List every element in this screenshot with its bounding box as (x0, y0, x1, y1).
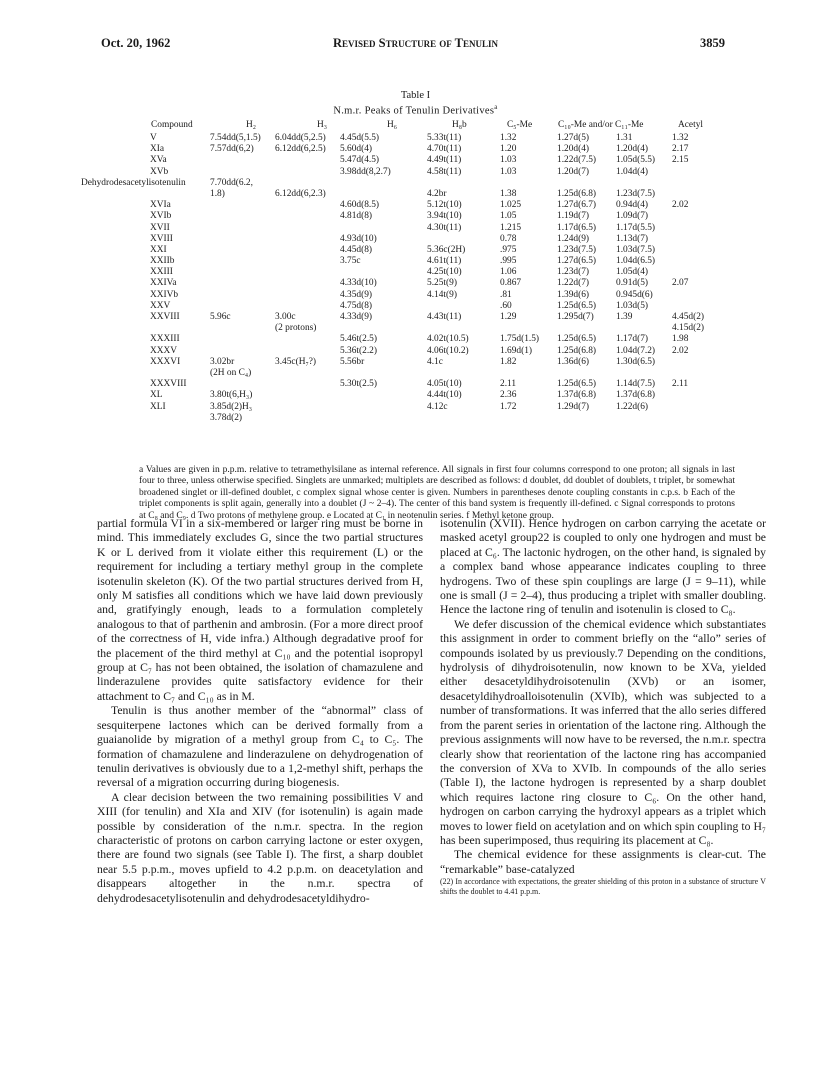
table-cell-h2 (210, 379, 261, 390)
table-cell-h8 (427, 178, 469, 189)
table-cell-acetyl (672, 290, 704, 301)
table-cell-c11me: 1.23d(7.5) (616, 188, 656, 199)
table-cell-h3 (275, 167, 326, 178)
table-cell-acetyl: 2.11 (672, 379, 689, 390)
table-cell-acetyl (672, 357, 704, 368)
table-cell-compound: XVa (150, 155, 167, 166)
table-cell-h3 (275, 256, 326, 267)
table-cell-c10me: 1.25d(6.5) (557, 300, 597, 311)
table-cell-acetyl: 2.02 (672, 200, 689, 211)
table-cell-c11me (616, 413, 655, 424)
table-cell-h3 (275, 267, 326, 278)
table-cell-c11me: 1.03d(5) (616, 300, 649, 311)
table-cell-compound: V (150, 133, 157, 143)
table-cell-h8: 5.36c(2H) (427, 244, 466, 255)
table-cell-compound: XVIa (150, 200, 171, 211)
table-cell-h2 (210, 211, 261, 222)
table-cell-c11me: 1.04d(6.5) (616, 256, 656, 267)
table-cell-c10me: 1.295d(7) (557, 312, 594, 322)
table-cell-h3: 6.04dd(5,2.5) (275, 133, 326, 143)
table-cell-h3 (275, 390, 326, 401)
table-cell-h8: 5.25t(9) (427, 278, 457, 289)
table-cell-c10me: 1.24d(9) (557, 233, 590, 244)
table-cell-c11me: 0.945d(6) (616, 289, 653, 300)
table-cell-h2: 3.02br (210, 356, 235, 367)
col-header-h2: H₂ (246, 120, 257, 130)
table-cell-acetyl: 2.02 (672, 345, 689, 356)
table-cell-compound: XVIII (150, 233, 173, 244)
table-cell-h6 (340, 223, 391, 234)
table-cell-h3 (275, 368, 326, 379)
table-cell-c5me: 1.06 (500, 267, 517, 278)
header-page-number: 3859 (700, 36, 725, 50)
table-cell-h8: 5.33t(11) (427, 133, 462, 143)
table-cell-c5me: 1.38 (500, 188, 517, 199)
table-cell-h6 (340, 413, 391, 424)
table-cell-h3: 3.45c(H₇?) (275, 356, 317, 367)
paragraph: isotenulin (XVII). Hence hydrogen on carbon carrying the acetate or masked acetyl group22 is coupled to only one hydrogen and must be placed at C₆. The lactonic hydrogen, on the other hand, is signaled by a complex band whose appearance indicates coupling to three hydrogens. Two of these spin couplings are large (J = 9–11), while one is small (J = 2–4), thus producing a triplet with smaller doubling. Hence the lactone ring of tenulin and isotenulin is closed to C₈. (440, 517, 766, 617)
table-cell-h2 (210, 167, 261, 178)
table-cell-c5me: .81 (500, 289, 512, 300)
table-cell-acetyl: 1.32 (672, 133, 689, 143)
table-cell-h6: 4.60d(8.5) (340, 200, 380, 211)
table-cell-acetyl (672, 245, 704, 256)
table-cell-compound: XVII (150, 222, 170, 233)
table-cell-h2 (210, 256, 261, 267)
paragraph: partial formula VI in a six-membered or larger ring must be borne in mind. This immediately excludes G, since the two partial structures K or L derived from it violate either this requirement (L) or the requirement for including a tertiary methyl group in the complete isotenulin skeleton (K). Of the two partial structures derived from H, only M satisfies all conditions which we have laid down previously and, gratifyingly enough, leads to a formulation completely analogous to that of parthenin and ambrosin. (For a more direct proof of the correctness of H, vide infra.) Although degradative proof for the placement of the third methyl at C₁₀ and the potential isopropyl group at C₇ has not been obtained, the isolation of chamazulene and linderazulene provides quite satisfactory evidence for their attachment to C₇ and C₁₀ as in M. (97, 517, 423, 703)
table-cell-h8: 4.2br (427, 188, 447, 199)
table-cell-compound: XXVIII (150, 312, 180, 322)
table-cell-c5me: 1.215 (500, 222, 522, 233)
table-cell-h3 (275, 413, 326, 424)
table-cell-h8: 4.05t(10) (427, 379, 462, 390)
table-cell-acetyl: 2.17 (672, 144, 689, 155)
table-cell-compound: XXIII (150, 267, 173, 278)
column-h2 (210, 133, 261, 424)
column-h8 (427, 133, 469, 424)
table-cell-h3: 6.12dd(6,2.3) (275, 188, 326, 199)
table-cell-compound: XVb (150, 166, 169, 177)
table-cell-h6: 4.93d(10) (340, 233, 377, 244)
table-cell-compound: XVIb (150, 211, 172, 222)
table-cell-c5me: .995 (500, 256, 517, 267)
paragraph: We defer discussion of the chemical evidence which substantiates this assignment in order to comment briefly on the “allo” series of compounds isolated by us previously.7 Depending on the conditions, hydrolysis of dihydroisotenulin, now known to be XVa, yielded either desacetyldihydroisotenulin (XVb) or an isomer, desacetyldihydroalloisotenulin (XVIb), which was subjected to a number of transformations. It was inferred that the allo series differed from the parent series in orientation of the lactone ring. Although the previous assignments will now have to be reversed, the n.m.r. spectra clearly show that reorientation of the lactone ring has accompanied the conversion of XVa to XVIb. In compounds of the allo series (Table I), the lactone hydrogen is represented by a sharp doublet which requires lactone ring closure to C₆. On the other hand, hydrogen on carbon carrying the hydroxyl appears as a triplet which moves to lower field on acetylation and on which spin coupling to H₇ has been superimposed, thus requiring its placement at C₈. (440, 617, 766, 847)
table-cell-c11me: 1.31 (616, 133, 633, 143)
col-header-h6: H₆ (387, 120, 398, 130)
table-cell-h8: 4.02t(10.5) (427, 334, 469, 345)
table-cell-h2: 3.85d(2)H₃ (210, 401, 253, 412)
table-cell-c11me: 1.30d(6.5) (616, 356, 656, 367)
table-cell-h6: 4.81d(8) (340, 211, 373, 222)
table-caption: N.m.r. Peaks of Tenulin Derivatives$^a$ (333, 103, 498, 117)
table-cell-c5me: 1.025 (500, 200, 522, 211)
col-header-c10me: C₁₀-Me and/or C₁₁-Me (558, 120, 644, 130)
table-cell-h2 (210, 334, 261, 345)
table-cell-acetyl: 2.15 (672, 155, 689, 166)
table-cell-c5me: 2.11 (500, 379, 517, 390)
table-cell-c10me: 1.25d(6.5) (557, 379, 597, 390)
table-cell-h3 (275, 178, 326, 189)
table-cell-h8: 4.25t(10) (427, 267, 462, 278)
table-cell-acetyl: 4.15d(2) (672, 323, 705, 334)
table-cell-compound: XXXIII (150, 334, 180, 345)
table-cell-acetyl (672, 256, 704, 267)
table-cell-h2 (210, 245, 261, 256)
table-cell-h3 (275, 245, 326, 256)
col-header-compound: Compound (151, 120, 193, 130)
column-c5me (500, 133, 539, 424)
table-cell-h6 (340, 178, 391, 189)
table-cell-h6 (340, 368, 391, 379)
table-cell-c5me: 1.05 (500, 211, 517, 222)
table-cell-acetyl (672, 368, 704, 379)
table-cell-compound: XXI (150, 244, 167, 255)
table-cell-h6 (340, 267, 391, 278)
col-header-acetyl: Acetyl (678, 120, 703, 130)
table-cell-acetyl (672, 223, 704, 234)
table-cell-h2 (210, 301, 261, 312)
table-cell-acetyl (672, 413, 704, 424)
table-cell-c11me: 1.20d(4) (616, 144, 649, 155)
table-number: Table I (400, 90, 431, 101)
table-cell-c5me: 0.867 (500, 278, 522, 289)
table-cell-compound: XIa (150, 144, 165, 155)
table-cell-c11me: 1.17d(7) (616, 334, 649, 345)
table-cell-compound: XXV (150, 300, 171, 311)
table-cell-h8 (427, 368, 469, 379)
table-cell-c5me: 1.03 (500, 166, 517, 177)
table-cell-h2 (210, 346, 261, 357)
table-cell-h3 (275, 278, 326, 289)
table-cell-c10me: 1.27d(6.7) (557, 200, 597, 211)
table-cell-c10me: 1.29d(7) (557, 401, 590, 412)
col-header-c5me: C₅-Me (507, 120, 533, 130)
table-cell-h6: 3.98dd(8,2.7) (340, 166, 391, 177)
table-cell-h2: 7.70dd(6.2, (210, 177, 253, 188)
table-cell-h2 (210, 267, 261, 278)
table-cell-h8: 4.30t(11) (427, 222, 462, 233)
table-cell-c5me (500, 413, 539, 424)
table-cell-c10me: 1.36d(6) (557, 356, 590, 367)
table-cell-h8: 4.14t(9) (427, 289, 457, 300)
table-cell-h6: 5.36t(2.2) (340, 345, 377, 356)
table-cell-compound: XLI (150, 401, 166, 412)
table-cell-c11me: 1.22d(6) (616, 401, 649, 412)
reference-footnote: (22) In accordance with expectations, the greater shielding of this proton in a substance of structure V shifts the doublet to 4.41 p.p.m. (440, 877, 766, 897)
table-cell-acetyl (672, 267, 704, 278)
table-cell-acetyl (672, 178, 704, 189)
column-c11me (616, 133, 655, 424)
table-cell-c5me: 1.29 (500, 312, 517, 322)
right-text-column (440, 517, 766, 897)
table-cell-h2 (210, 200, 261, 211)
table-cell-h3: 3.00c (275, 312, 296, 322)
table-cell-acetyl (672, 390, 704, 401)
table-cell-h8: 4.49t(11) (427, 155, 462, 166)
table-cell-acetyl (672, 167, 704, 178)
table-cell-h3 (275, 301, 326, 312)
table-footnote: a Values are given in p.p.m. relative to tetramethylsilane as internal reference. All signals in first four columns correspond to one proton; all signals in last four to three, unless otherwise specified. Singlets are unmarked; multiplets are described as follows: d doublet, dd doublet of doublets, t triplet, br somewhat broadened singlet or ill-defined doublet, c complex signal whose center is given. Numbers in parentheses denote coupling constants in c.p.s. b Each of the triplet components is split again, generally into a doublet (J ~ 2–4). The center of this band system is frequently ill-defined. c Signal corresponds to protons at C₈ and C₉. d Two protons of methylene group. e Located at C₁ in neotenulin series. f Methyl ketone group. (139, 465, 735, 521)
table-cell-h6: 4.33d(9) (340, 312, 373, 322)
table-cell-h8: 4.61t(11) (427, 256, 462, 267)
table-cell-acetyl (672, 234, 704, 245)
table-cell-h2 (210, 290, 261, 301)
table-cell-c11me: 1.05d(5.5) (616, 155, 656, 166)
table-cell-h6 (340, 402, 391, 413)
table-cell-c11me: 1.39 (616, 312, 633, 322)
table-cell-h8: 3.94t(10) (427, 211, 462, 222)
table-cell-c10me: 1.37d(6.8) (557, 390, 597, 401)
table-cell-acetyl (672, 211, 704, 222)
header-date: Oct. 20, 1962 (101, 36, 171, 50)
table-cell-h6 (340, 390, 391, 401)
table-cell-c5me: 1.20 (500, 144, 517, 155)
table-cell-c10me: 1.20d(7) (557, 166, 590, 177)
table-cell-c10me (557, 178, 596, 189)
table-cell-h3 (275, 334, 326, 345)
table-cell-h2 (210, 155, 261, 166)
table-cell-h2 (210, 234, 261, 245)
table-cell-c11me (616, 368, 655, 379)
table-cell-c10me: 1.25d(6.8) (557, 345, 597, 356)
table-cell-c10me: 1.27d(6.5) (557, 256, 597, 267)
table-cell-h6: 4.45d(8) (340, 244, 373, 255)
column-acetyl (672, 133, 704, 424)
table-cell-h3 (275, 402, 326, 413)
table-cell-c5me: 1.82 (500, 356, 517, 367)
table-cell-c10me: 1.23d(7) (557, 267, 590, 278)
table-cell-h8 (427, 301, 469, 312)
table-cell-h6: 5.46t(2.5) (340, 334, 377, 345)
table-cell-c10me: 1.22d(7) (557, 278, 590, 289)
table-cell-c10me: 1.23d(7.5) (557, 244, 597, 255)
table-cell-h6 (340, 323, 391, 334)
left-text-column (97, 517, 423, 906)
table-cell-h3 (275, 346, 326, 357)
nmr-table-body (0, 133, 831, 463)
table-cell-h3 (275, 200, 326, 211)
table-cell-h6: 5.60d(4) (340, 144, 373, 155)
table-cell-c5me: 1.75d(1.5) (500, 334, 540, 345)
table-cell-c5me (500, 178, 539, 189)
table-cell-acetyl: 1.98 (672, 334, 689, 345)
table-cell-c10me (557, 323, 596, 334)
table-cell-h2: 7.54dd(5,1.5) (210, 133, 261, 143)
table-cell-c11me (616, 178, 655, 189)
table-cell-c10me: 1.27d(5) (557, 133, 590, 143)
table-cell-acetyl: 4.45d(2) (672, 312, 705, 322)
table-cell-h3: (2 protons) (275, 323, 317, 334)
table-cell-compound: XXXVIII (150, 379, 187, 390)
table-cell-c11me: 1.09d(7) (616, 211, 649, 222)
table-cell-c5me: 2.36 (500, 390, 517, 401)
table-cell-h6: 3.75c (340, 256, 361, 267)
table-cell-h2: 3.78d(2) (210, 412, 243, 423)
table-cell-c11me: 1.05d(4) (616, 267, 649, 278)
table-cell-c10me (557, 413, 596, 424)
table-cell-c11me: 1.03d(7.5) (616, 244, 656, 255)
column-h6 (340, 133, 391, 424)
table-cell-c11me: 1.13d(7) (616, 233, 649, 244)
table-cell-c5me: 1.32 (500, 133, 517, 143)
table-cell-c11me: 1.37d(6.8) (616, 390, 656, 401)
table-cell-c11me: 1.04d(7.2) (616, 345, 656, 356)
table-cell-compound: XXXV (150, 345, 178, 356)
col-header-h8: H₈b (452, 120, 467, 130)
table-cell-h8: 4.70t(11) (427, 144, 462, 155)
table-cell-h2: 3.80t(6,H₃) (210, 390, 253, 401)
table-cell-h8 (427, 234, 469, 245)
table-cell-h3 (275, 211, 326, 222)
table-cell-c10me: 1.25d(6.5) (557, 334, 597, 345)
table-cell-h3 (275, 234, 326, 245)
table-cell-h8: 4.44t(10) (427, 390, 462, 401)
table-cell-c5me: 1.03 (500, 155, 517, 166)
table-cell-c5me (500, 323, 539, 334)
table-cell-h2 (210, 323, 261, 334)
table-cell-h2: 7.57dd(6,2) (210, 144, 254, 155)
table-cell-h2: 5.96c (210, 312, 231, 322)
table-cell-h6: 5.47d(4.5) (340, 155, 380, 166)
table-cell-h6: 4.75d(8) (340, 300, 373, 311)
paragraph: The chemical evidence for these assignments is clear-cut. The “remarkable” base-catalyzed (440, 848, 766, 876)
table-cell-compound: XL (150, 390, 163, 401)
table-cell-compound: XXIIb (150, 256, 175, 267)
table-cell-compound: XXXVI (150, 356, 181, 367)
table-cell-c11me: 0.94d(4) (616, 200, 649, 211)
table-cell-c5me: 1.72 (500, 401, 517, 412)
table-cell-h2: (2H on C₄) (210, 367, 252, 378)
table-cell-c10me: 1.20d(4) (557, 144, 590, 155)
table-cell-h6: 4.45d(5.5) (340, 133, 380, 143)
table-cell-c10me: 1.25d(6.8) (557, 188, 597, 199)
table-cell-c5me (500, 368, 539, 379)
table-cell-h6: 5.30t(2.5) (340, 379, 377, 390)
table-cell-h3 (275, 290, 326, 301)
table-cell-acetyl: 2.07 (672, 278, 689, 289)
table-cell-h6: 4.35d(9) (340, 289, 373, 300)
col-header-h3: H₃ (317, 120, 328, 130)
table-cell-c10me: 1.39d(6) (557, 289, 590, 300)
table-cell-h8 (427, 323, 469, 334)
table-cell-h2: 1.8) (210, 188, 225, 199)
table-cell-h6 (340, 189, 391, 200)
table-cell-h2 (210, 223, 261, 234)
table-cell-h8: 4.12c (427, 401, 448, 412)
table-cell-acetyl (672, 189, 704, 200)
table-cell-h8: 5.12t(10) (427, 200, 462, 211)
table-cell-c11me: 0.91d(5) (616, 278, 649, 289)
table-cell-h8: 4.58t(11) (427, 166, 462, 177)
table-cell-c10me (557, 368, 596, 379)
table-cell-h3 (275, 155, 326, 166)
table-cell-h3 (275, 223, 326, 234)
table-cell-compound: XXIVa (150, 278, 177, 289)
column-c10me (557, 133, 596, 424)
table-cell-h6: 4.33d(10) (340, 278, 377, 289)
table-cell-c10me: 1.17d(6.5) (557, 222, 597, 233)
table-cell-c5me: 1.69d(1) (500, 345, 533, 356)
table-cell-compound: XXIVb (150, 289, 179, 300)
table-cell-h6: 5.56br (340, 356, 365, 367)
header-title: Revised Structure of Tenulin (333, 36, 498, 50)
table-cell-h8: 4.1c (427, 356, 443, 367)
table-cell-c10me: 1.19d(7) (557, 211, 590, 222)
table-cell-compound: Dehydrodesacetylisotenulin (81, 177, 186, 188)
table-cell-c11me (616, 323, 655, 334)
table-cell-c10me: 1.22d(7.5) (557, 155, 597, 166)
table-cell-c11me: 1.17d(5.5) (616, 222, 656, 233)
table-cell-c5me: .975 (500, 244, 517, 255)
paragraph: A clear decision between the two remaining possibilities V and XIII (for tenulin) and XIa and XIV (for isotenulin) is again made possible by consideration of the n.m.r. spectra. In the region characteristic of protons on carbon carrying lactone or ester oxygen, there are found two signals (see Table I). The first, a sharp doublet near 5.5 p.p.m., moves upfield to 4.2 p.p.m. on deacetylation and disappears altogether in the n.m.r. spectra of dehydrodesacetylisotenulin and dehydrodesacetyldihydro- (97, 790, 423, 905)
column-h3 (275, 133, 326, 424)
paragraph: Tenulin is thus another member of the “abnormal” class of sesquiterpene lactones which can be derived formally from a guaianolide by migration of a methyl group from C₄ to C₅. The formation of chamazulene and linderazulene on dehydrogenation of tenulin derivatives is obviously due to a 1,2-methyl shift, perhaps the reversal of a migration occurring during biogenesis. (97, 704, 423, 790)
table-cell-h8: 4.06t(10.2) (427, 345, 469, 356)
table-cell-h2 (210, 278, 261, 289)
table-cell-acetyl (672, 402, 704, 413)
table-cell-h3 (275, 379, 326, 390)
table-cell-h8 (427, 413, 469, 424)
table-cell-acetyl (672, 301, 704, 312)
table-cell-c5me: 0.78 (500, 233, 517, 244)
table-cell-h8: 4.43t(11) (427, 312, 462, 322)
table-cell-c11me: 1.14d(7.5) (616, 379, 656, 390)
table-cell-c5me: .60 (500, 300, 512, 311)
table-cell-h3: 6.12dd(6,2.5) (275, 144, 326, 155)
table-cell-c11me: 1.04d(4) (616, 166, 649, 177)
